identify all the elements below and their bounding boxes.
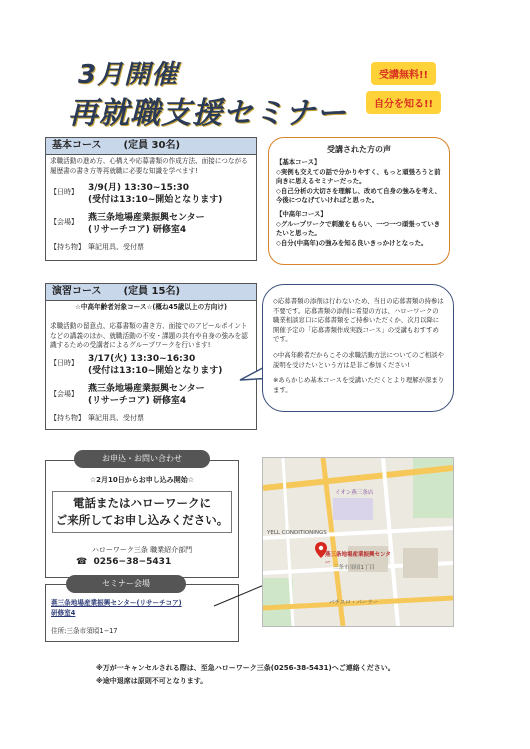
date-label: 【日時】 <box>50 359 78 367</box>
course-sub-note: ☆中高年齢者対象コース☆(概ね45歳以上の方向け) <box>75 303 227 311</box>
apply-office: ハローワーク三条 職業紹介部門 <box>91 546 193 554</box>
badge-self: 自分を知る!! <box>366 91 441 114</box>
apply-phone-row <box>76 557 171 567</box>
course-capacity: (定員 30名) <box>123 140 181 151</box>
voices-content <box>276 158 444 248</box>
course-name: 基本コース <box>52 140 102 151</box>
footer-line2: ※途中退席は原則不可となります。 <box>96 677 208 685</box>
venue-line2: (リサーチコア) 研修室4 <box>88 225 187 235</box>
apply-phone: 0256−38−5431 <box>93 557 172 567</box>
basic-course-header <box>46 138 256 155</box>
notes-content <box>273 297 445 395</box>
voices-basic-heading: 【基本コース】 <box>276 158 321 166</box>
venue-line2: (リサーチコア) 研修室4 <box>88 396 187 406</box>
practice-course-panel <box>45 283 257 430</box>
date-line2: (受付は13:10~開始となります) <box>88 195 223 205</box>
apply-main-line1: 電話またはハローワークに <box>73 496 211 510</box>
course-description: 求職活動の進め方、心構えや応募書類の作成方法、面接につながる履歴書の書き方等再就職に必要な知識を学べます! <box>50 157 248 175</box>
venue-line1: 燕三条地場産業振興センター <box>88 213 205 223</box>
venue-name-line2: 研修室4 <box>51 609 76 617</box>
voices-basic-2: ◇自己分析の大切さを理解し、改めて自身の強みを考え、今後につなげていければと思った。 <box>276 186 442 205</box>
phone-icon: ☎ <box>76 557 88 567</box>
apply-start: ☆2月10日からお申し込み開始☆ <box>89 476 195 484</box>
map-label-venue: 燕三条地場産業振興センター <box>325 552 391 566</box>
map-label-yell: YELL CONDITIONINGS <box>267 530 327 536</box>
venue-line1: 燕三条地場産業振興センター <box>88 384 205 394</box>
practice-course-header <box>46 284 256 301</box>
items-value: 筆記用具、受付票 <box>88 414 144 422</box>
date-line1: 3/9(月) 13:30~15:30 <box>88 183 190 193</box>
apply-title: お申込・お問い合わせ <box>74 450 210 468</box>
voices-title: 受講された方の声 <box>327 145 391 154</box>
items-label: 【持ち物】 <box>50 243 85 251</box>
date-label: 【日時】 <box>50 188 78 196</box>
voices-bubble <box>268 137 450 265</box>
map-label-aeon: イオン燕三条店 <box>335 490 374 496</box>
venue-name <box>51 598 182 618</box>
date-line2: (受付は13:10~開始となります) <box>88 366 223 376</box>
venue-map[interactable] <box>262 457 454 627</box>
venue-address: 住所:三条市須頃1−17 <box>51 627 118 635</box>
notes-p2: ◇中高年齢者だからこその求職活動方法についてのご相談や説明を受けたいという方は是非ご参加ください! <box>273 350 444 369</box>
apply-main-line2: ご来所してお申し込みください。 <box>55 513 229 527</box>
map-pin-icon[interactable] <box>315 542 327 558</box>
venue-name-line1: 燕三条地場産業振興センター(リサーチコア) <box>51 599 182 607</box>
title-line1: 3月開催 <box>78 60 179 90</box>
map-label-parlor: パチスロ・パーラー <box>329 600 379 606</box>
notes-bubble <box>262 284 454 412</box>
course-description: 求職活動の留意点、応募書類の書き方、面接でのアピールポイントなどの講義のほか、就職活動の不安・課題の共有や自身の強みを認識するための受講者によるグループワークを行います! <box>50 322 248 350</box>
voices-senior-2: ◇自分(中高年)の強みを知る良いきっかけとなった。 <box>276 238 428 247</box>
course-capacity: (定員 15名) <box>123 286 181 297</box>
venue-label: 【会場】 <box>50 390 78 398</box>
items-value: 筆記用具、受付票 <box>88 243 144 251</box>
notes-p3: ※あらかじめ基本コースを受講いただくとより理解が深まります。 <box>273 376 445 394</box>
venue-label: 【会場】 <box>50 218 78 226</box>
basic-course-panel <box>45 137 257 261</box>
map-label-address: 三条市須頃1丁目 <box>333 565 375 571</box>
title-line2: 再就職支援セミナー <box>68 96 347 131</box>
notes-p1: ◇応募書類の添削は行わないため、当日の応募書類の持参は不要です。応募書類の添削に希望の方は、ハローワークの職業相談窓口に応募書類をご持参いただくか、次月以降に開催予定の「応募書類作成実践コース」の受講もおすすめです。 <box>273 297 444 344</box>
apply-main-box <box>52 491 232 533</box>
voices-senior-1: ◇グループワークで刺激をもらい、一つ一つ頑張っていきたいと思った。 <box>276 219 441 238</box>
footer-line1: ※万が一キャンセルされる際は、至急ハローワーク三条(0256-38-5431)へご連絡ください。 <box>96 664 395 672</box>
date-line1: 3/17(火) 13:30~16:30 <box>88 354 196 364</box>
items-label: 【持ち物】 <box>50 414 85 422</box>
voices-basic-1: ◇実例も交えての話で分かりやすく、もっと頑張ろうと前向きに思えるセミナーだった。 <box>276 167 441 186</box>
voices-senior-heading: 【中高年コース】 <box>276 209 327 218</box>
course-name: 演習コース <box>52 286 102 297</box>
badge-free: 受講無料!! <box>371 62 436 85</box>
venue-title: セミナー会場 <box>66 575 186 593</box>
